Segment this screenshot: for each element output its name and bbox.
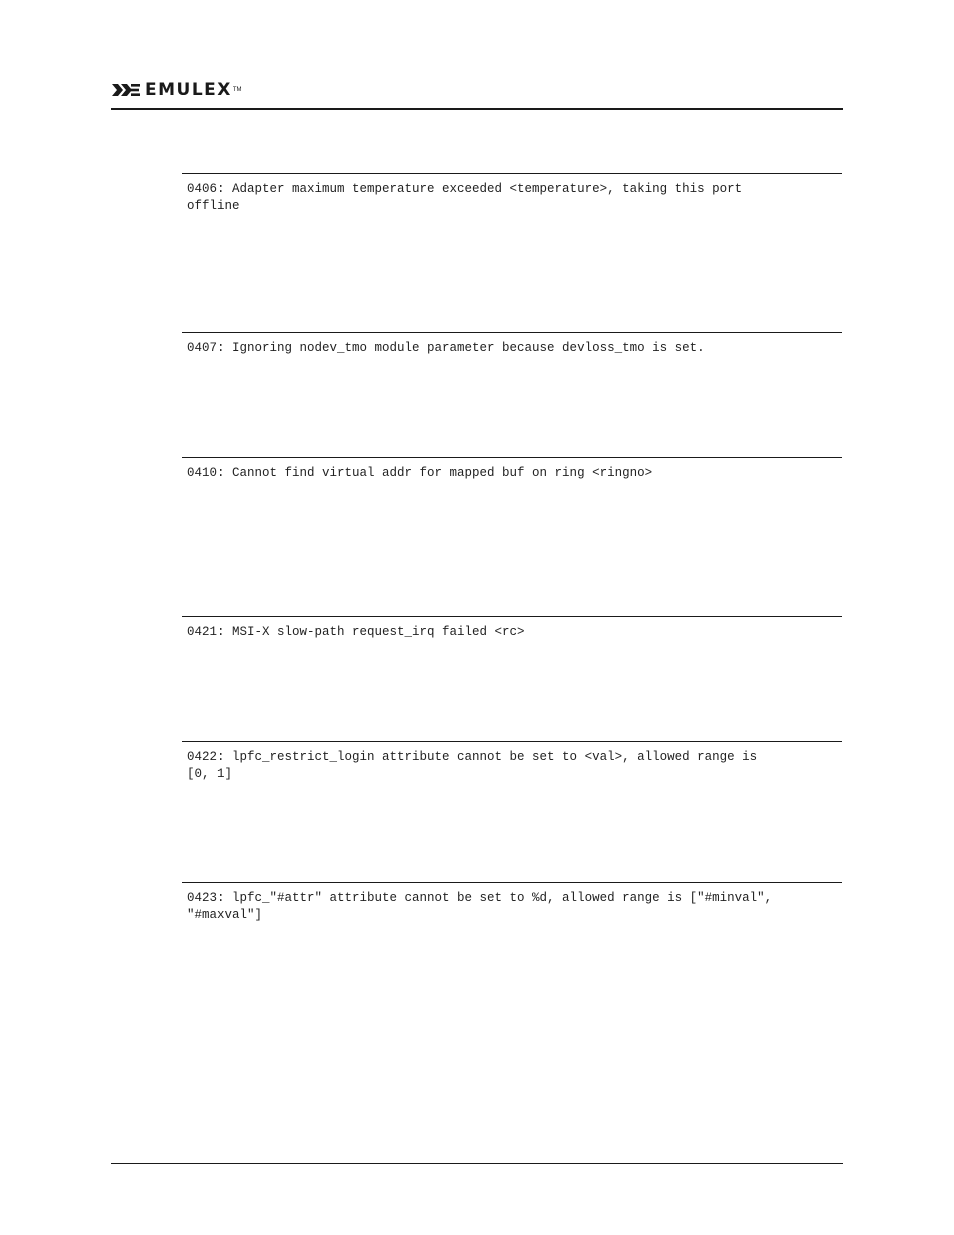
message-text: 0421: MSI-X slow-path request_irq failed <rc> [187,625,525,639]
message-entry-0421 [182,616,842,641]
message-entry-0422 [182,741,842,783]
message-text: 0406: Adapter maximum temperature exceeded <temperature>, taking this port offline [187,182,743,213]
message-text: 0410: Cannot find virtual addr for mapped buf on ring <ringno> [187,466,653,480]
message-text: 0407: Ignoring nodev_tmo module parameter because devloss_tmo is set. [187,341,705,355]
message-text: 0422: lpfc_restrict_login attribute cannot be set to <val>, allowed range is [0, 1] [187,750,758,781]
message-entry-0410 [182,457,842,482]
message-text: 0423: lpfc_"#attr" attribute cannot be set to %d, allowed range is ["#minval", "#maxval"] [187,891,773,922]
logo-wordmark: EMULEX [145,80,232,100]
footer-divider [111,1163,843,1164]
message-entry-0406 [182,173,842,215]
page-header [111,79,843,109]
header-divider [111,108,843,110]
emulex-logo [111,79,242,101]
message-entry-0407 [182,332,842,357]
logo-trademark: TM [232,87,242,93]
message-entry-0423 [182,882,842,924]
emulex-logo-icon [111,82,141,98]
